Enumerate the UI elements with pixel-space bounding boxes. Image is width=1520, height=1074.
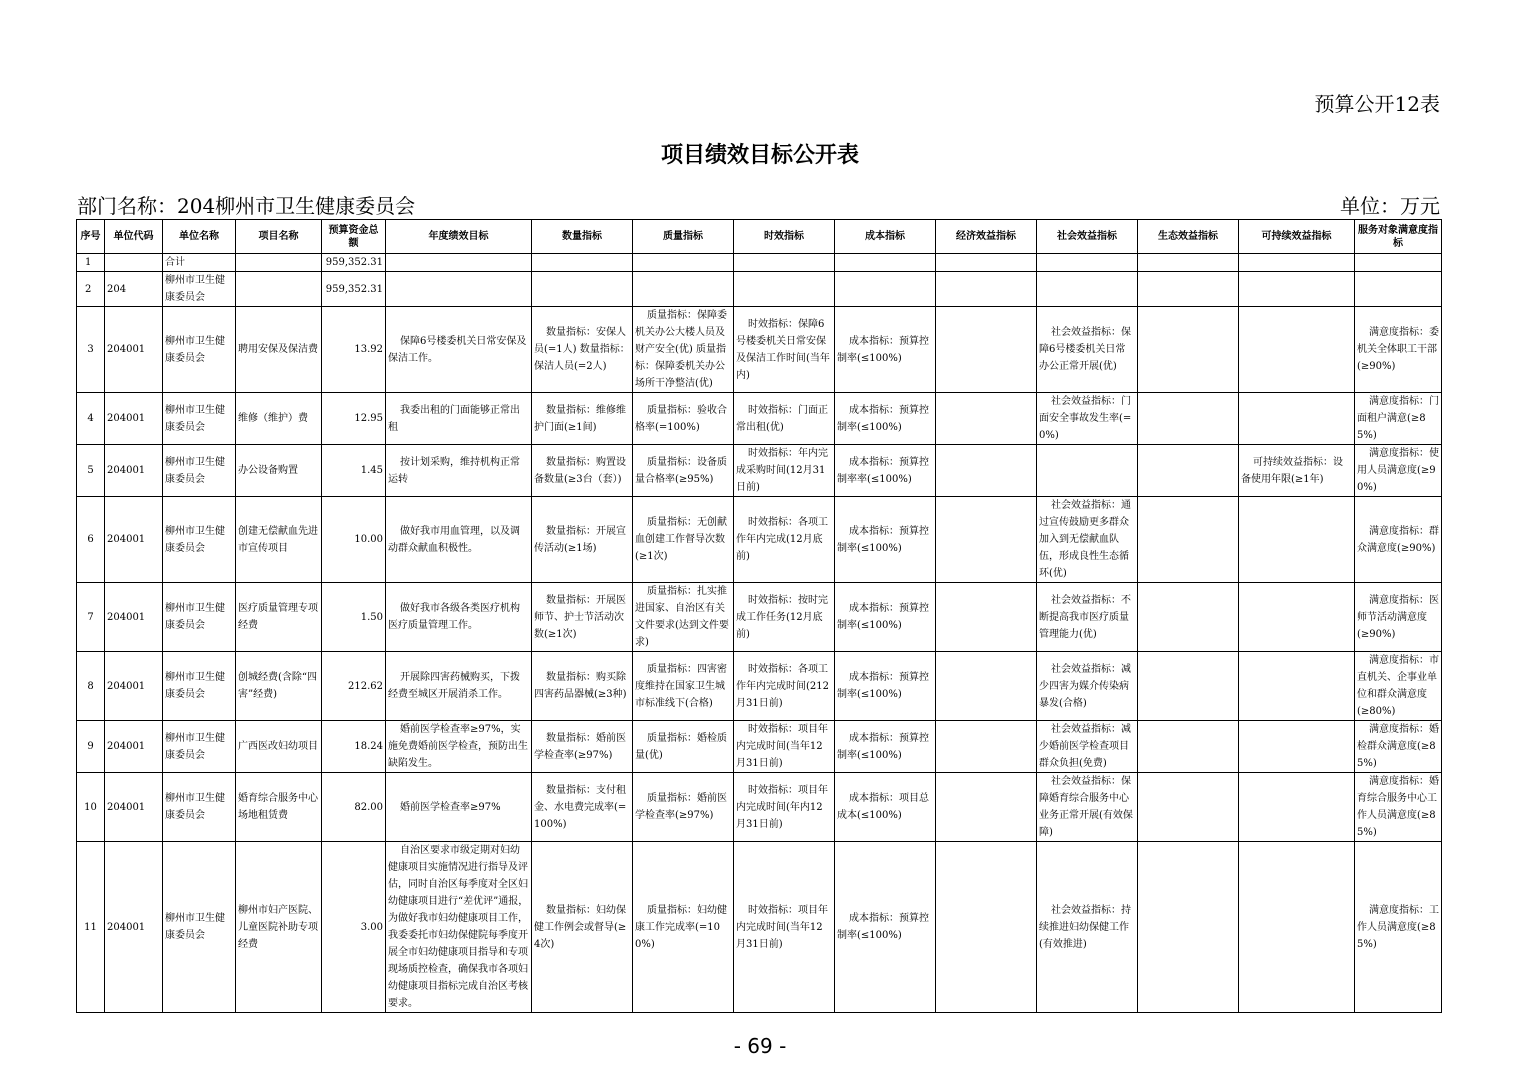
unit-code-cell: 204 <box>105 272 163 307</box>
timeliness-indicator-cell: 时效指标：按时完成工作任务(12月底前) <box>734 583 835 652</box>
budget-amount-cell: 212.62 <box>322 652 386 721</box>
page-number: - 69 - <box>733 1034 787 1058</box>
row-number-cell: 7 <box>77 583 105 652</box>
social-indicator-cell <box>1037 272 1138 307</box>
annual-goal-cell <box>386 272 532 307</box>
ecological-indicator-cell <box>1138 445 1239 497</box>
table-row <box>77 721 1442 773</box>
timeliness-indicator-cell: 时效指标：项目年内完成时间(当年12月31日前) <box>734 721 835 773</box>
quality-indicator-cell: 质量指标：妇幼健康工作完成率(=100%) <box>633 842 734 1013</box>
row-number-cell: 8 <box>77 652 105 721</box>
quantity-indicator-cell: 数量指标：安保人员(=1人) 数量指标：保洁人员(=2人) <box>532 307 633 393</box>
satisfaction-indicator-cell: 满意度指标：群众满意度(≥90%) <box>1355 497 1442 583</box>
ecological-indicator-cell <box>1138 497 1239 583</box>
table-row <box>77 445 1442 497</box>
project-name-cell: 创城经费(含除“四害”经费) <box>236 652 322 721</box>
ecological-indicator-cell <box>1138 842 1239 1013</box>
quality-indicator-cell: 质量指标：婚检质量(优) <box>633 721 734 773</box>
social-indicator-cell: 社会效益指标：减少四害为媒介传染病暴发(合格) <box>1037 652 1138 721</box>
sustainable-indicator-cell <box>1239 652 1355 721</box>
quality-indicator-cell: 质量指标：保障委机关办公大楼人员及财产安全(优) 质量指标：保障委机关办公场所干净整洁(优) <box>633 307 734 393</box>
timeliness-indicator-cell: 时效指标：年内完成采购时间(12月31日前) <box>734 445 835 497</box>
ecological-indicator-cell <box>1138 583 1239 652</box>
quality-indicator-cell <box>633 254 734 272</box>
unit-name-cell: 柳州市卫生健康委员会 <box>163 393 236 445</box>
project-name-cell: 柳州市妇产医院、儿童医院补助专项经费 <box>236 842 322 1013</box>
quantity-indicator-cell <box>532 272 633 307</box>
row-number-cell: 2 <box>77 272 105 307</box>
unit-code-cell: 204001 <box>105 773 163 842</box>
ecological-indicator-cell <box>1138 773 1239 842</box>
project-name-cell: 广西医改妇幼项目 <box>236 721 322 773</box>
satisfaction-indicator-cell: 满意度指标：使用人员满意度(≥90%) <box>1355 445 1442 497</box>
economic-indicator-cell <box>936 307 1037 393</box>
header-cell: 序号 <box>77 220 105 254</box>
quantity-indicator-cell: 数量指标：购买除四害药品器械(≥3种) <box>532 652 633 721</box>
page-title: 项目绩效目标公开表 <box>660 143 859 168</box>
annual-goal-cell: 开展除四害药械购买，下拨经费至城区开展消杀工作。 <box>386 652 532 721</box>
satisfaction-indicator-cell: 满意度指标：门面租户满意(≥85%) <box>1355 393 1442 445</box>
header-cell: 社会效益指标 <box>1037 220 1138 254</box>
project-name-cell: 医疗质量管理专项经费 <box>236 583 322 652</box>
timeliness-indicator-cell: 时效指标：各项工作年内完成(12月底前) <box>734 497 835 583</box>
quality-indicator-cell: 质量指标：婚前医学检查率(≥97%) <box>633 773 734 842</box>
ecological-indicator-cell <box>1138 272 1239 307</box>
project-name-cell <box>236 272 322 307</box>
sustainable-indicator-cell <box>1239 393 1355 445</box>
row-number-cell: 10 <box>77 773 105 842</box>
ecological-indicator-cell <box>1138 721 1239 773</box>
budget-amount-cell: 82.00 <box>322 773 386 842</box>
satisfaction-indicator-cell: 满意度指标：婚检群众满意度(≥85%) <box>1355 721 1442 773</box>
annual-goal-cell: 婚前医学检查率≥97% <box>386 773 532 842</box>
timeliness-indicator-cell <box>734 254 835 272</box>
cost-indicator-cell: 成本指标：预算控制率(≤100%) <box>835 652 936 721</box>
header-cell: 服务对象满意度指标 <box>1355 220 1442 254</box>
unit-code-cell: 204001 <box>105 307 163 393</box>
ecological-indicator-cell <box>1138 307 1239 393</box>
social-indicator-cell <box>1037 254 1138 272</box>
table-row <box>77 254 1442 272</box>
unit-name-cell: 柳州市卫生健康委员会 <box>163 497 236 583</box>
social-indicator-cell: 社会效益指标：持续推进妇幼保健工作(有效推进) <box>1037 842 1138 1013</box>
timeliness-indicator-cell: 时效指标：保障6号楼委机关日常安保及保洁工作时间(当年内) <box>734 307 835 393</box>
project-name-cell: 婚育综合服务中心场地租赁费 <box>236 773 322 842</box>
cost-indicator-cell: 成本指标：预算控制率(≤100%) <box>835 842 936 1013</box>
unit-name-cell: 柳州市卫生健康委员会 <box>163 445 236 497</box>
table-header-row <box>77 220 1442 254</box>
economic-indicator-cell <box>936 445 1037 497</box>
table-row <box>77 773 1442 842</box>
quality-indicator-cell: 质量指标：无创献血创建工作督导次数(≥1次) <box>633 497 734 583</box>
table-row <box>77 497 1442 583</box>
unit-name-cell: 柳州市卫生健康委员会 <box>163 773 236 842</box>
sustainable-indicator-cell <box>1239 721 1355 773</box>
header-cell: 时效指标 <box>734 220 835 254</box>
quality-indicator-cell: 质量指标：设备质量合格率(≥95%) <box>633 445 734 497</box>
annual-goal-cell: 做好我市各级各类医疗机构医疗质量管理工作。 <box>386 583 532 652</box>
quantity-indicator-cell: 数量指标：开展宣传活动(≥1场) <box>532 497 633 583</box>
table-row <box>77 652 1442 721</box>
sustainable-indicator-cell <box>1239 307 1355 393</box>
cost-indicator-cell: 成本指标：预算控制率率(≤100%) <box>835 445 936 497</box>
budget-amount-cell: 18.24 <box>322 721 386 773</box>
social-indicator-cell: 社会效益指标：减少婚前医学检查项目群众负担(免费) <box>1037 721 1138 773</box>
quality-indicator-cell: 质量指标：四害密度维持在国家卫生城市标准线下(合格) <box>633 652 734 721</box>
cost-indicator-cell: 成本指标：项目总成本(≤100%) <box>835 773 936 842</box>
timeliness-indicator-cell <box>734 272 835 307</box>
header-cell: 单位代码 <box>105 220 163 254</box>
social-indicator-cell: 社会效益指标：不断提高我市医疗质量管理能力(优) <box>1037 583 1138 652</box>
table-row <box>77 272 1442 307</box>
table-number-label: 预算公开12表 <box>1314 92 1440 116</box>
sustainable-indicator-cell <box>1239 842 1355 1013</box>
quality-indicator-cell: 质量指标：验收合格率(=100%) <box>633 393 734 445</box>
cost-indicator-cell <box>835 254 936 272</box>
cost-indicator-cell: 成本指标：预算控制率(≤100%) <box>835 393 936 445</box>
ecological-indicator-cell <box>1138 393 1239 445</box>
unit-code-cell: 204001 <box>105 393 163 445</box>
timeliness-indicator-cell: 时效指标：项目年内完成时间(当年12月31日前) <box>734 842 835 1013</box>
satisfaction-indicator-cell: 满意度指标：婚育综合服务中心工作人员满意度(≥85%) <box>1355 773 1442 842</box>
unit-name-cell: 柳州市卫生健康委员会 <box>163 842 236 1013</box>
economic-indicator-cell <box>936 272 1037 307</box>
header-cell: 可持续效益指标 <box>1239 220 1355 254</box>
row-number-cell: 4 <box>77 393 105 445</box>
cost-indicator-cell: 成本指标：预算控制率(≤100%) <box>835 497 936 583</box>
header-cell: 质量指标 <box>633 220 734 254</box>
unit-name-cell: 柳州市卫生健康委员会 <box>163 583 236 652</box>
unit-code-cell: 204001 <box>105 497 163 583</box>
economic-indicator-cell <box>936 497 1037 583</box>
sustainable-indicator-cell <box>1239 254 1355 272</box>
unit-code-cell: 204001 <box>105 583 163 652</box>
budget-amount-cell: 1.45 <box>322 445 386 497</box>
annual-goal-cell: 我委出租的门面能够正常出租 <box>386 393 532 445</box>
row-number-cell: 5 <box>77 445 105 497</box>
social-indicator-cell <box>1037 445 1138 497</box>
cost-indicator-cell: 成本指标：预算控制率(≤100%) <box>835 583 936 652</box>
satisfaction-indicator-cell: 满意度指标：市直机关、企事业单位和群众满意度(≥80%) <box>1355 652 1442 721</box>
project-name-cell: 办公设备购置 <box>236 445 322 497</box>
quantity-indicator-cell: 数量指标：开展医师节、护士节活动次数(≥1次) <box>532 583 633 652</box>
satisfaction-indicator-cell <box>1355 272 1442 307</box>
row-number-cell: 9 <box>77 721 105 773</box>
economic-indicator-cell <box>936 721 1037 773</box>
quantity-indicator-cell: 数量指标：购置设备数量(≥3台（套）) <box>532 445 633 497</box>
table-row <box>77 307 1442 393</box>
unit-name-cell: 柳州市卫生健康委员会 <box>163 307 236 393</box>
economic-indicator-cell <box>936 773 1037 842</box>
quantity-indicator-cell: 数量指标：婚前医学检查率(≥97%) <box>532 721 633 773</box>
quality-indicator-cell <box>633 272 734 307</box>
budget-amount-cell: 12.95 <box>322 393 386 445</box>
table-row <box>77 842 1442 1013</box>
satisfaction-indicator-cell: 满意度指标：工作人员满意度(≥85%) <box>1355 842 1442 1013</box>
timeliness-indicator-cell: 时效指标：项目年内完成时间(年内12月31日前) <box>734 773 835 842</box>
project-name-cell: 创建无偿献血先进市宣传项目 <box>236 497 322 583</box>
budget-amount-cell: 959,352.31 <box>322 272 386 307</box>
timeliness-indicator-cell: 时效指标：门面正常出租(优) <box>734 393 835 445</box>
budget-amount-cell: 3.00 <box>322 842 386 1013</box>
row-number-cell: 3 <box>77 307 105 393</box>
header-cell: 预算资金总额 <box>322 220 386 254</box>
economic-indicator-cell <box>936 583 1037 652</box>
social-indicator-cell: 社会效益指标：保障婚育综合服务中心业务正常开展(有效保障) <box>1037 773 1138 842</box>
unit-label: 单位：万元 <box>1340 194 1440 218</box>
cost-indicator-cell: 成本指标：预算控制率(≤100%) <box>835 307 936 393</box>
table-row <box>77 393 1442 445</box>
annual-goal-cell: 保障6号楼委机关日常安保及保洁工作。 <box>386 307 532 393</box>
row-number-cell: 11 <box>77 842 105 1013</box>
project-name-cell: 聘用安保及保洁费 <box>236 307 322 393</box>
unit-name-cell: 合计 <box>163 254 236 272</box>
cost-indicator-cell: 成本指标：预算控制率(≤100%) <box>835 721 936 773</box>
row-number-cell: 6 <box>77 497 105 583</box>
performance-table <box>76 219 1442 1013</box>
sustainable-indicator-cell <box>1239 773 1355 842</box>
ecological-indicator-cell <box>1138 652 1239 721</box>
header-cell: 年度绩效目标 <box>386 220 532 254</box>
economic-indicator-cell <box>936 652 1037 721</box>
budget-amount-cell: 1.50 <box>322 583 386 652</box>
timeliness-indicator-cell: 时效指标：各项工作年内完成时间(212月31日前) <box>734 652 835 721</box>
satisfaction-indicator-cell: 满意度指标：医师节活动满意度(≥90%) <box>1355 583 1442 652</box>
quantity-indicator-cell: 数量指标：维修维护门面(≥1间) <box>532 393 633 445</box>
unit-name-cell: 柳州市卫生健康委员会 <box>163 652 236 721</box>
ecological-indicator-cell <box>1138 254 1239 272</box>
economic-indicator-cell <box>936 393 1037 445</box>
unit-code-cell: 204001 <box>105 842 163 1013</box>
unit-code-cell: 204001 <box>105 721 163 773</box>
header-cell: 数量指标 <box>532 220 633 254</box>
project-name-cell <box>236 254 322 272</box>
economic-indicator-cell <box>936 842 1037 1013</box>
header-cell: 生态效益指标 <box>1138 220 1239 254</box>
project-name-cell: 维修（维护）费 <box>236 393 322 445</box>
sustainable-indicator-cell <box>1239 583 1355 652</box>
row-number-cell: 1 <box>77 254 105 272</box>
quantity-indicator-cell: 数量指标：支付租金、水电费完成率(=100%) <box>532 773 633 842</box>
sustainable-indicator-cell: 可持续效益指标：设备使用年限(≥1年) <box>1239 445 1355 497</box>
economic-indicator-cell <box>936 254 1037 272</box>
table-row <box>77 583 1442 652</box>
satisfaction-indicator-cell: 满意度指标：委机关全体职工干部(≥90%) <box>1355 307 1442 393</box>
header-cell: 成本指标 <box>835 220 936 254</box>
satisfaction-indicator-cell <box>1355 254 1442 272</box>
sustainable-indicator-cell <box>1239 272 1355 307</box>
unit-name-cell: 柳州市卫生健康委员会 <box>163 272 236 307</box>
unit-code-cell <box>105 254 163 272</box>
header-cell: 单位名称 <box>163 220 236 254</box>
social-indicator-cell: 社会效益指标：保障6号楼委机关日常办公正常开展(优) <box>1037 307 1138 393</box>
cost-indicator-cell <box>835 272 936 307</box>
budget-amount-cell: 959,352.31 <box>322 254 386 272</box>
social-indicator-cell: 社会效益指标：门面安全事故发生率(=0%) <box>1037 393 1138 445</box>
annual-goal-cell: 婚前医学检查率≥97%，实施免费婚前医学检查，预防出生缺陷发生。 <box>386 721 532 773</box>
budget-amount-cell: 10.00 <box>322 497 386 583</box>
header-cell: 经济效益指标 <box>936 220 1037 254</box>
sustainable-indicator-cell <box>1239 497 1355 583</box>
annual-goal-cell: 自治区要求市级定期对妇幼健康项目实施情况进行指导及评估，同时自治区每季度对全区妇幼健康项目进行“差优评”通报，为做好我市妇幼健康项目工作，我委委托市妇幼保健院每季度开展全市妇幼健康项目指导和专项现场质控检查，确保我市各项妇幼健康项目指标完成自治区考核要求。 <box>386 842 532 1013</box>
quantity-indicator-cell <box>532 254 633 272</box>
unit-name-cell: 柳州市卫生健康委员会 <box>163 721 236 773</box>
annual-goal-cell: 按计划采购，维持机构正常运转 <box>386 445 532 497</box>
department-name: 部门名称：204柳州市卫生健康委员会 <box>77 194 416 218</box>
unit-code-cell: 204001 <box>105 445 163 497</box>
annual-goal-cell <box>386 254 532 272</box>
unit-code-cell: 204001 <box>105 652 163 721</box>
header-cell: 项目名称 <box>236 220 322 254</box>
budget-amount-cell: 13.92 <box>322 307 386 393</box>
annual-goal-cell: 做好我市用血管理，以及调动群众献血积极性。 <box>386 497 532 583</box>
quantity-indicator-cell: 数量指标：妇幼保健工作例会或督导(≥4次) <box>532 842 633 1013</box>
quality-indicator-cell: 质量指标：扎实推进国家、自治区有关文件要求(达到文件要求) <box>633 583 734 652</box>
social-indicator-cell: 社会效益指标：通过宣传鼓励更多群众加入到无偿献血队伍，形成良性生态循环(优) <box>1037 497 1138 583</box>
